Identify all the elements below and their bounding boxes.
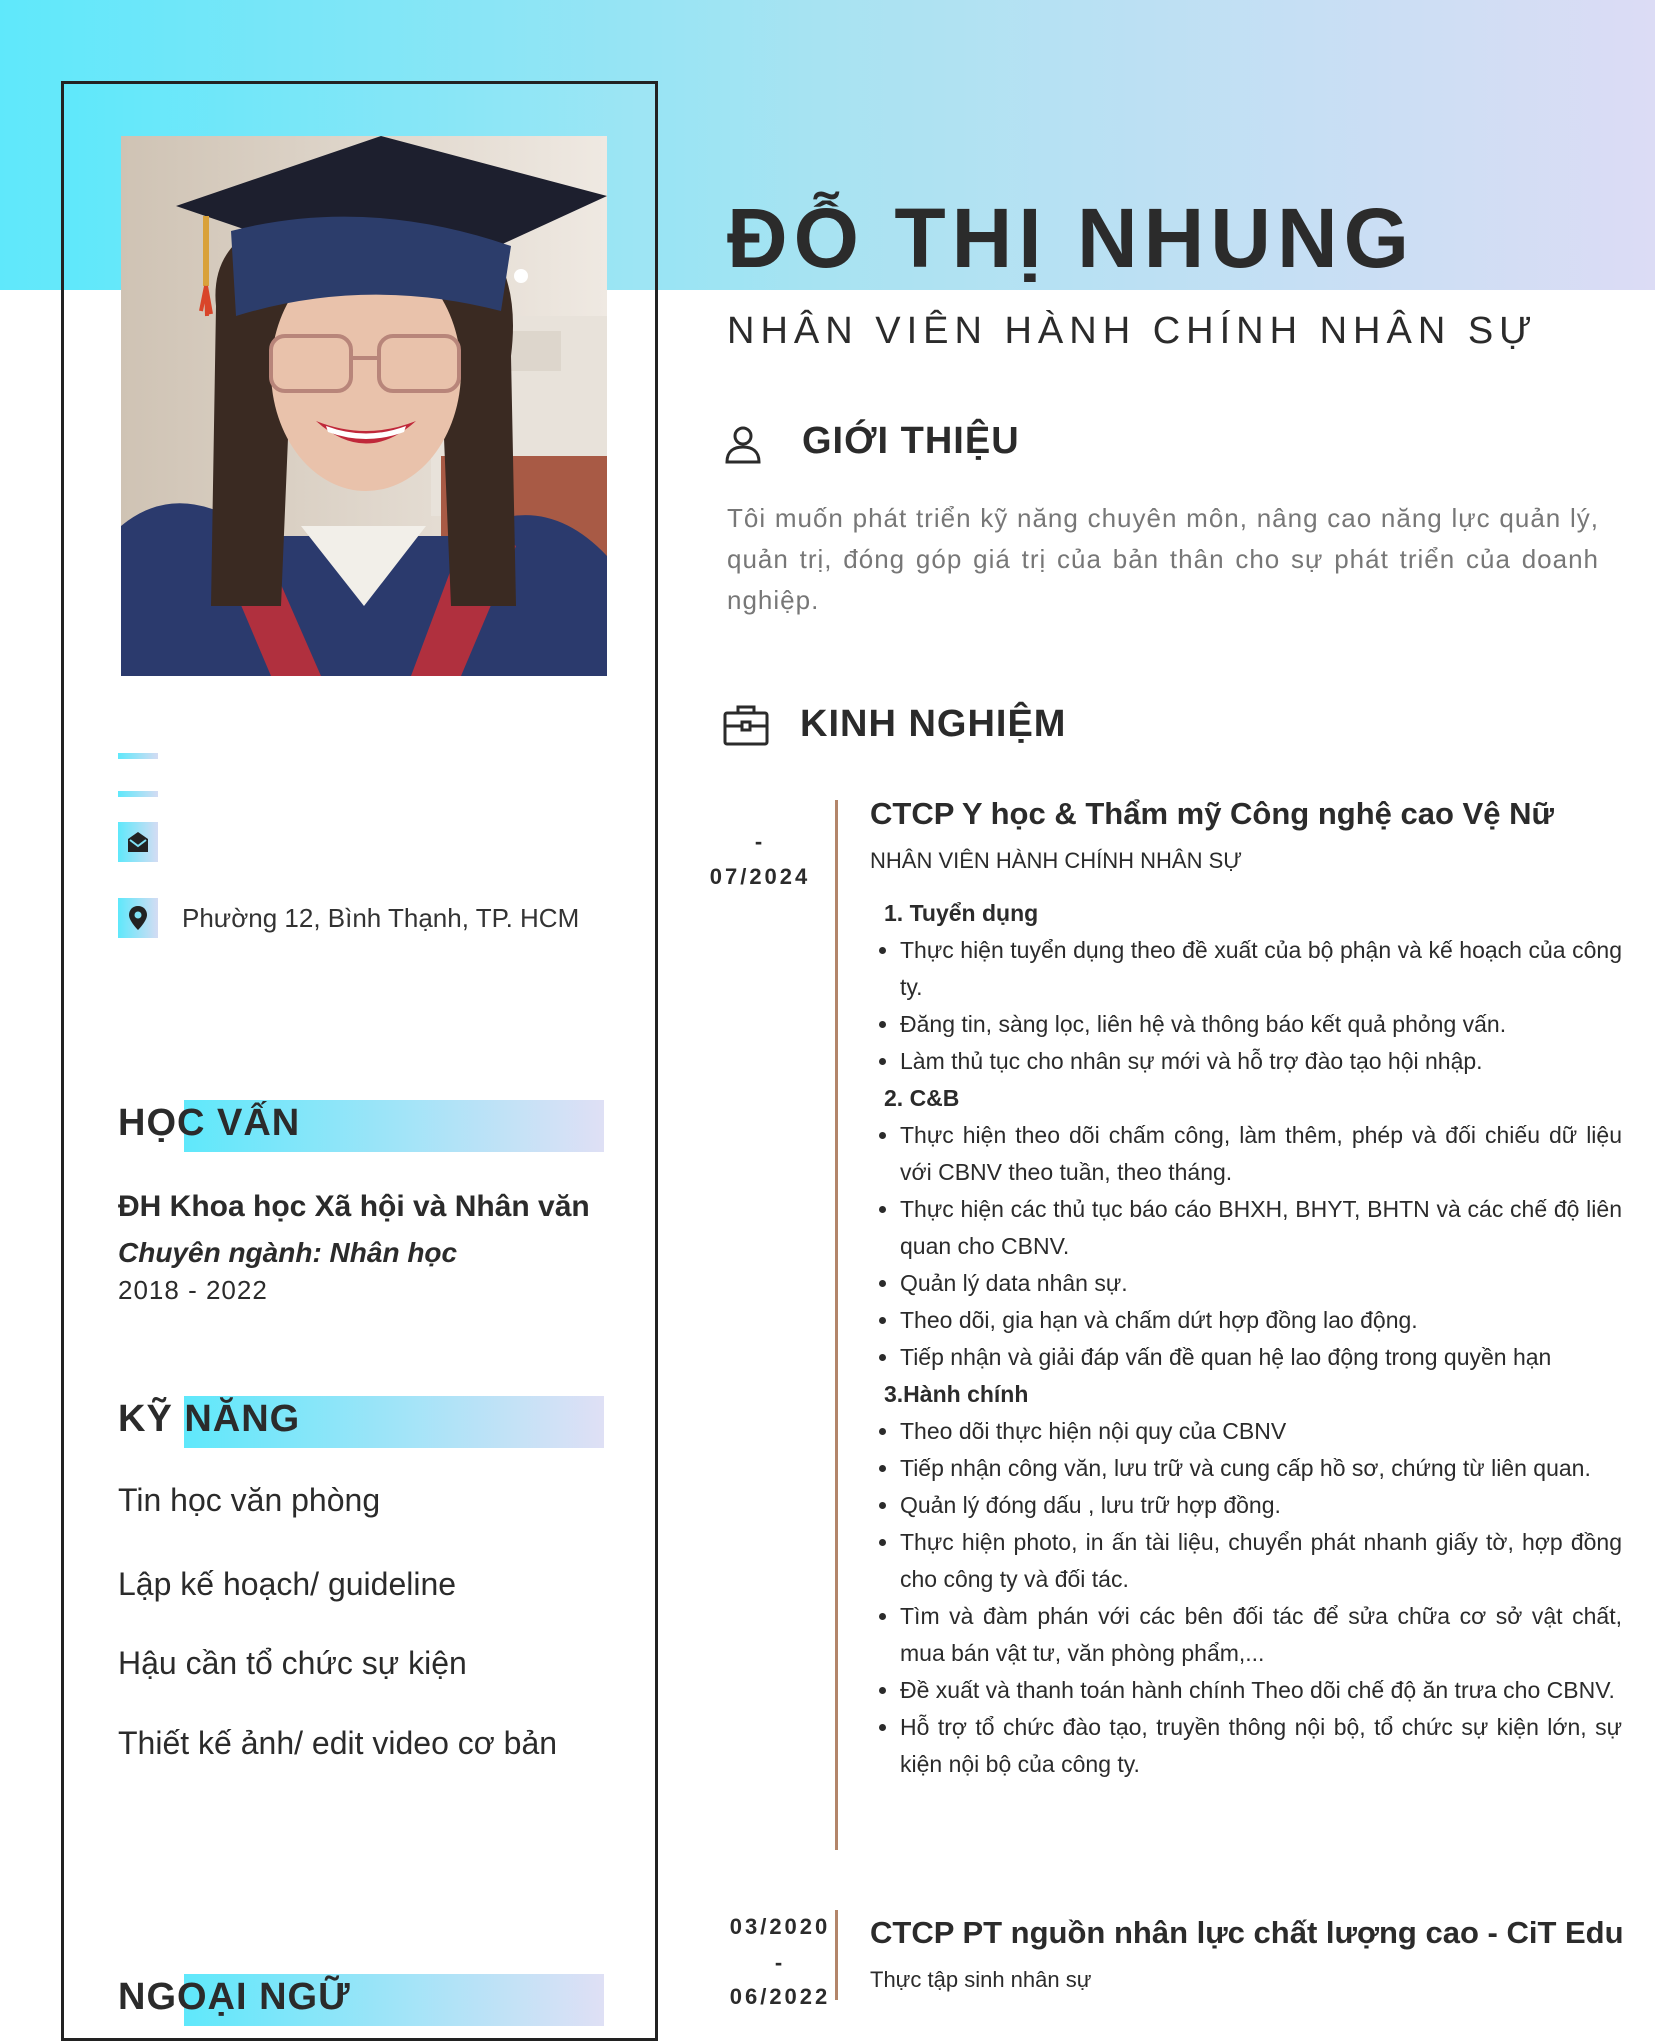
skill-item: Hậu cần tổ chức sự kiện [118, 1645, 467, 1681]
job-date-end: 06/2022 [729, 1984, 831, 2009]
job-group-list [870, 1117, 1622, 1376]
list-item: • Thực hiện photo, in ấn tài liệu, chuyển phát nhanh giấy tờ, hợp đồng cho công ty và đối tác. [900, 1524, 1622, 1598]
timeline-line [835, 800, 838, 1850]
job-group-title: 3.Hành chính [884, 1381, 1029, 1407]
skill-item: Tin học văn phòng [118, 1482, 381, 1518]
list-item: • Thực hiện các thủ tục báo cáo BHXH, BHYT, BHTN và các chế độ liên quan cho CBNV. [900, 1191, 1622, 1265]
intro-heading: GIỚI THIỆU [802, 420, 1020, 462]
job-date-end: 07/2024 [709, 864, 811, 889]
candidate-title: NHÂN VIÊN HÀNH CHÍNH NHÂN SỰ [727, 310, 1538, 352]
skill-item: Thiết kế ảnh/ edit video cơ bản [118, 1725, 558, 1761]
job-date-separator: - [774, 1950, 786, 1975]
experience-heading: KINH NGHIỆM [800, 703, 1067, 745]
education-school: ĐH Khoa học Xã hội và Nhân văn [118, 1190, 590, 1223]
job-group-title: 1. Tuyển dụng [884, 900, 1039, 926]
job-company: CTCP Y học & Thẩm mỹ Công nghệ cao Vệ Nữ [870, 796, 1554, 831]
intro-text: Tôi muốn phát triển kỹ năng chuyên môn, nâng cao năng lực quản lý, quản trị, đóng góp giá trị của bản thân cho sự phát triển của doanh nghiệp. [727, 503, 1599, 615]
list-item: • Quản lý data nhân sự. [900, 1265, 1622, 1302]
education-years: 2018 - 2022 [118, 1275, 268, 1305]
phone-icon [118, 753, 158, 759]
list-item: • Theo dõi, gia hạn và chấm dứt hợp đồng lao động. [900, 1302, 1622, 1339]
contact-row-phone [118, 753, 158, 759]
list-item: • Tiếp nhận công văn, lưu trữ và cung cấp hồ sơ, chứng từ liên quan. [900, 1450, 1622, 1487]
job-group-list [870, 932, 1622, 1080]
languages-heading: NGOẠI NGỮ [118, 1974, 604, 2026]
contact-row-phone-bottom [118, 791, 158, 797]
job-responsibilities [870, 895, 1622, 1783]
job-company: CTCP PT nguồn nhân lực chất lượng cao - CiT Edu [870, 1915, 1624, 1950]
job-role: NHÂN VIÊN HÀNH CHÍNH NHÂN SỰ [870, 848, 1243, 873]
list-item: • Thực hiện tuyển dụng theo đề xuất của bộ phận và kế hoạch của công ty. [900, 932, 1622, 1006]
contact-row-address [118, 898, 579, 938]
job-group-list [870, 1413, 1622, 1783]
skill-item: Lập kế hoạch/ guideline [118, 1566, 457, 1602]
briefcase-icon [723, 704, 769, 751]
list-item: • Tiếp nhận và giải đáp vấn đề quan hệ lao động trong quyền hạn [900, 1339, 1622, 1376]
job-group-title: 2. C&B [884, 1085, 960, 1111]
list-item: • Hỗ trợ tổ chức đào tạo, truyền thông nội bộ, tổ chức sự kiện lớn, sự kiện nội bộ của công ty. [900, 1709, 1622, 1783]
candidate-name: ĐỖ THỊ NHUNG [727, 191, 1415, 285]
list-item: • Đăng tin, sàng lọc, liên hệ và thông báo kết quả phỏng vấn. [900, 1006, 1622, 1043]
phone-icon-bar [118, 791, 158, 797]
education-major: Chuyên ngành: Nhân học [118, 1237, 458, 1268]
list-item: • Tìm và đàm phán với các bên đối tác để sửa chữa cơ sở vật chất, mua bán vật tư, văn phòng phẩm,... [900, 1598, 1622, 1672]
profile-photo [121, 136, 607, 676]
job-date-start: - [754, 829, 766, 854]
location-pin-icon [118, 898, 158, 938]
list-item: • Quản lý đóng dấu , lưu trữ hợp đồng. [900, 1487, 1622, 1524]
list-item: • Theo dõi thực hiện nội quy của CBNV [900, 1413, 1622, 1450]
list-item: • Thực hiện theo dõi chấm công, làm thêm, phép và đối chiếu dữ liệu với CBNV theo tuần, theo tháng. [900, 1117, 1622, 1191]
skills-heading: KỸ NĂNG [118, 1396, 604, 1448]
education-heading: HỌC VẤN [118, 1100, 604, 1152]
list-item: • Làm thủ tục cho nhân sự mới và hỗ trợ đào tạo hội nhập. [900, 1043, 1622, 1080]
job-date-start: 03/2020 [729, 1914, 831, 1939]
address-text: Phường 12, Bình Thạnh, TP. HCM [182, 902, 580, 933]
list-item: • Đề xuất và thanh toán hành chính Theo dõi chế độ ăn trưa cho CBNV. [900, 1672, 1622, 1709]
job-role: Thực tập sinh nhân sự [870, 1967, 1092, 1992]
email-icon [118, 822, 158, 862]
user-icon [723, 424, 763, 469]
contact-row-email [118, 822, 158, 862]
